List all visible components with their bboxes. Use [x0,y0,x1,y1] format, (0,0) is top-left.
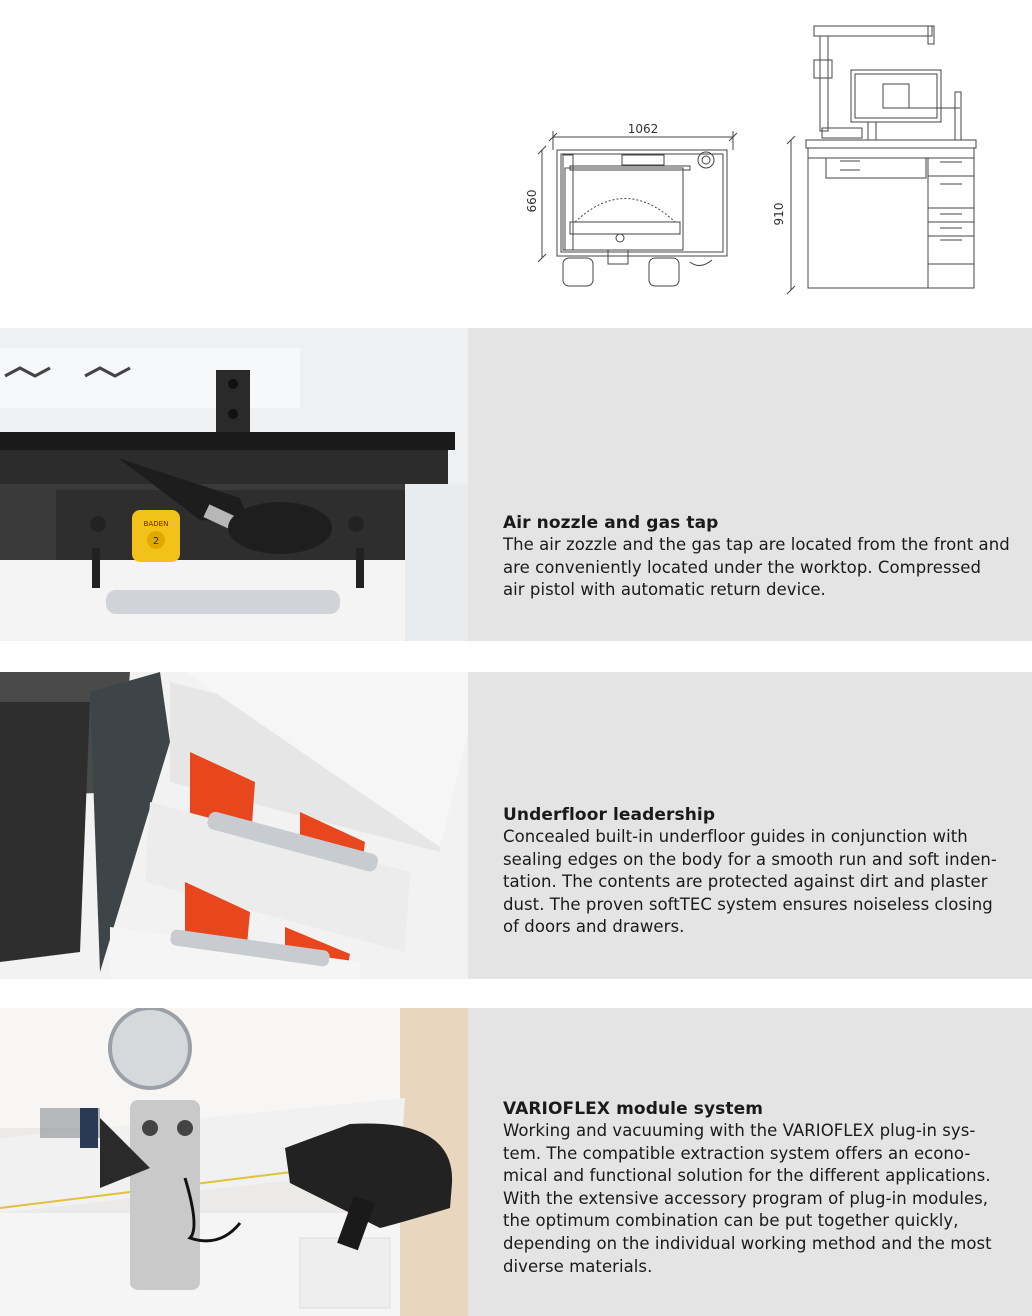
feature-line: diverse materials. [503,1256,653,1276]
badge-brand: BADEN [143,520,169,528]
feature-line: tem. The compatible extraction system offers an econo- [503,1143,971,1163]
feature-line: depending on the individual working method and the most [503,1233,992,1253]
feature-line: mical and functional solution for the different applications. [503,1166,991,1186]
feature-line: sealing edges on the body for a smooth run and soft inden- [503,849,997,869]
feature-text-panel [468,672,1032,979]
feature-text-panel [468,328,1032,641]
feature-text-panel [468,1008,1032,1316]
width-dimension: 1062 [627,122,659,136]
feature-title: Underfloor leadership [503,805,716,825]
depth-dimension: 660 [525,189,539,213]
feature-text [503,804,1012,939]
feature-text [503,1098,1012,1278]
technical-drawings [0,0,1032,320]
feature-line: tation. The contents are protected against dirt and plaster [503,872,988,892]
feature-line: air pistol with automatic return device. [503,580,826,600]
drawers-photo [0,672,468,979]
feature-title: VARIOFLEX module system [503,1099,764,1119]
feature-line: Working and vacuuming with the VARIOFLEX plug-in sys- [503,1121,976,1140]
feature-line: With the extensive accessory program of plug-in modules, [503,1188,989,1208]
feature-text [503,512,1012,602]
varioflex-photo [0,1008,468,1316]
feature-line: The air zozzle and the gas tap are located from the front and [503,535,1010,554]
feature-title: Air nozzle and gas tap [503,513,719,533]
top-view-drawing [538,131,737,286]
badge-number: 2 [152,536,160,547]
feature-line: the optimum combination can be put together quickly, [503,1211,959,1231]
feature-line: dust. The proven softTEC system ensures noiseless closing [503,894,993,914]
front-view-drawing [787,26,976,294]
air-pistol-photo [0,328,468,641]
feature-underfloor [0,672,1032,979]
feature-line: Concealed built-in underfloor guides in conjunction with [503,827,968,846]
feature-air-nozzle [0,328,1032,641]
feature-line: are conveniently located under the worktop. Compressed [503,557,981,577]
height-dimension: 910 [772,202,786,226]
feature-line: of doors and drawers. [503,917,685,937]
feature-varioflex [0,1008,1032,1316]
